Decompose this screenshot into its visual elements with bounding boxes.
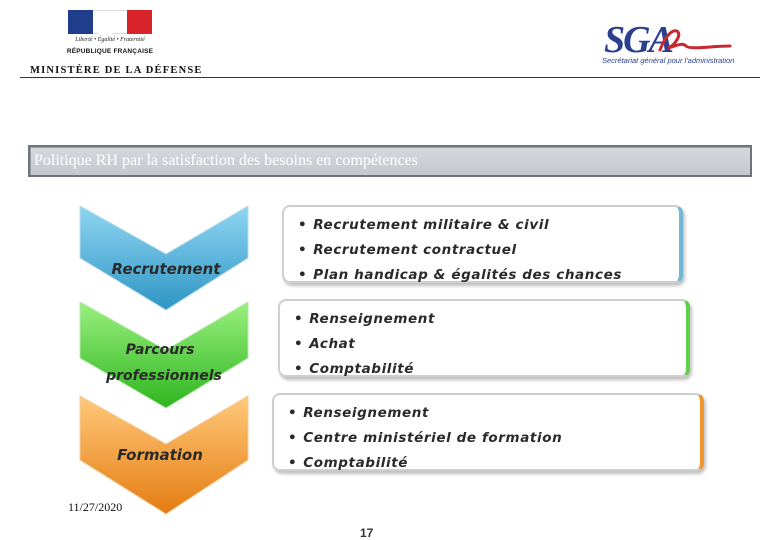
chevron-label-formation: Formation <box>117 446 203 464</box>
list-item: • Achat <box>294 332 686 357</box>
chevron-formation <box>80 396 248 514</box>
republique-francaise-logo <box>62 8 158 58</box>
republic-motto: Liberté • Égalité • Fraternité <box>75 37 145 43</box>
chevron-label-parcours-1: Parcours <box>125 342 195 358</box>
sga-logo <box>600 18 760 68</box>
chevron-label-parcours-2: professionnels <box>106 368 222 384</box>
page-number: 17 <box>360 526 374 540</box>
list-item: • Recrutement militaire & civil <box>298 213 679 238</box>
slide-date: 11/27/2020 <box>68 500 123 514</box>
republic-name: RÉPUBLIQUE FRANÇAISE <box>66 48 154 55</box>
chevron-recrutement <box>80 206 248 310</box>
ministry-name: MINISTÈRE DE LA DÉFENSE <box>30 65 203 76</box>
slide-title: Politique RH par la satisfaction des besoins en compétences <box>34 152 418 169</box>
list-item: • Renseignement <box>288 401 700 426</box>
sga-subtitle: Secrétariat général pour l'administration <box>602 56 735 65</box>
chevron-parcours <box>80 302 248 408</box>
chevron-label-recrutement: Recrutement <box>111 260 221 278</box>
stage-box-parcours <box>278 299 690 377</box>
list-item: • Comptabilité <box>294 357 686 382</box>
marianne-profile-icon <box>90 9 130 34</box>
stage-box-formation <box>272 393 704 471</box>
process-chevrons <box>76 198 256 520</box>
sga-swirl-icon <box>652 24 732 54</box>
header-divider <box>20 77 760 78</box>
list-item: • Recrutement contractuel <box>298 238 679 263</box>
list-item: • Comptabilité <box>288 451 700 476</box>
slide-title-bar <box>28 145 752 177</box>
sga-logo-text: SGA <box>604 19 672 61</box>
list-item: • Plan handicap & égalités des chances <box>298 263 679 288</box>
list-item: • Centre ministériel de formation <box>288 426 700 451</box>
stage-box-recrutement <box>282 205 683 283</box>
list-item: • Renseignement <box>294 307 686 332</box>
